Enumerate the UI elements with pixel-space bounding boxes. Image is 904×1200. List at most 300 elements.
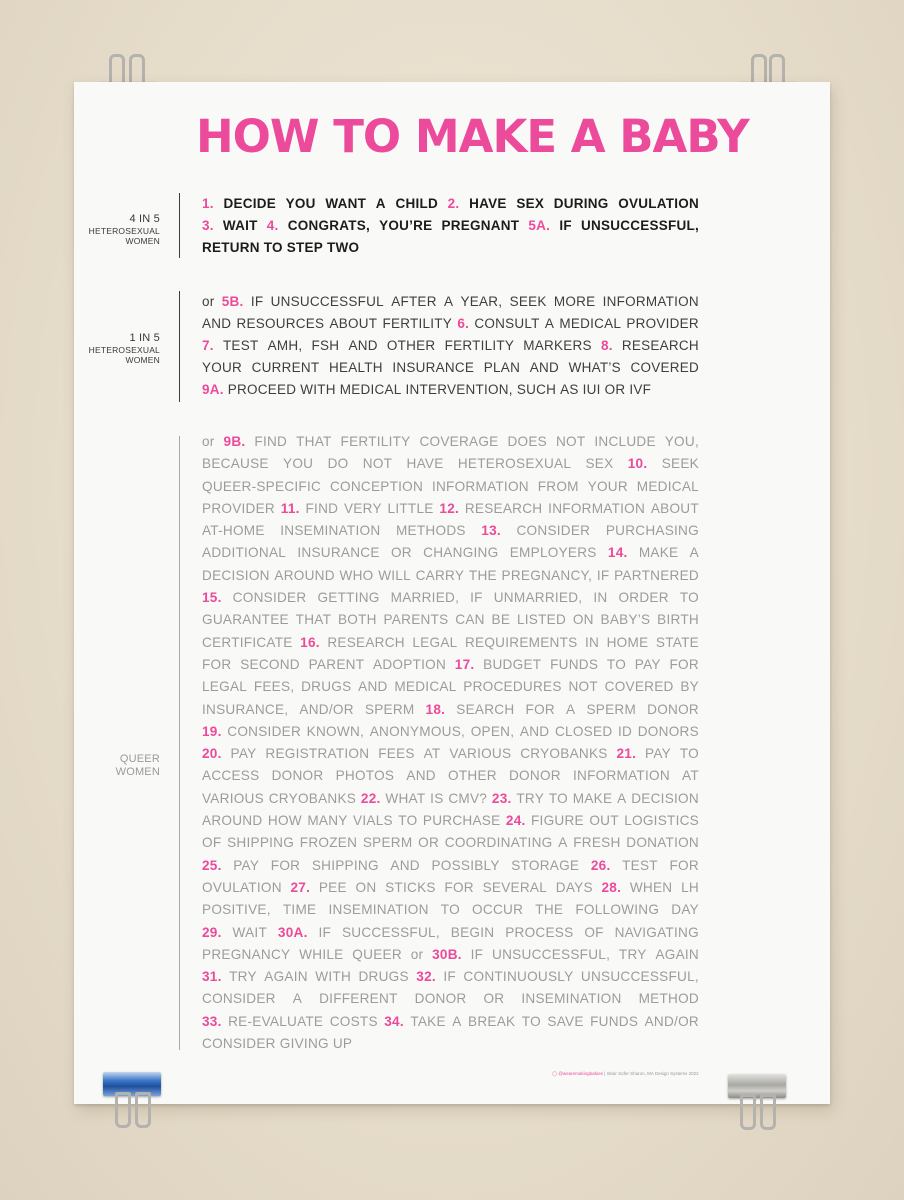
step-word: IF <box>596 567 610 583</box>
step-word: FOR <box>270 857 301 873</box>
step-word: COSTS <box>329 1013 378 1029</box>
step-word: STATE <box>655 634 699 650</box>
step-word: QUEER <box>352 946 402 962</box>
step-word: IVF <box>629 382 652 397</box>
step-number: 10. <box>627 456 648 472</box>
step-word: PAY <box>233 857 260 873</box>
step-word: BIRTH <box>657 612 699 628</box>
step-word: FOR <box>669 656 699 672</box>
step-line <box>202 699 699 721</box>
step-word: CMV? <box>448 790 488 806</box>
step-word: RE-EVALUATE <box>228 1013 324 1029</box>
step-word: ORDER <box>618 590 669 606</box>
step-word: LOGISTICS <box>624 813 699 829</box>
step-word: BREAK <box>468 1013 516 1029</box>
step-number: 25. <box>202 857 222 873</box>
step-word: DRUGS <box>301 679 352 695</box>
step-number: 11. <box>280 500 300 516</box>
step-word: TRY <box>229 969 257 985</box>
step-word: OVULATION <box>618 196 699 211</box>
step-word: AGAIN <box>655 946 699 962</box>
step-word: SUCCESSFUL, <box>341 924 440 940</box>
step-word: IF <box>250 294 264 309</box>
step-word: UNMARRIED, <box>493 590 583 606</box>
step-line <box>202 520 699 542</box>
step-word: VIALS <box>353 813 393 829</box>
step-word: SHIPPING <box>227 835 295 851</box>
step-word: CONGRATS, <box>287 218 370 233</box>
step-word: YOU’RE <box>379 218 433 233</box>
step-line <box>202 855 699 877</box>
label-group: HETEROSEXUAL <box>88 226 160 236</box>
step-word: NOT <box>568 679 598 695</box>
step-word: YOUR <box>587 478 628 494</box>
step-word: YOU <box>283 456 314 472</box>
label-ratio: 4 IN 5 <box>129 213 160 225</box>
step-word: FERTILITY <box>444 338 515 353</box>
step-number: 12. <box>439 500 460 516</box>
step-line <box>202 676 699 698</box>
step-word: INTERVENTION, <box>405 382 513 397</box>
section-divider <box>179 193 180 258</box>
step-word: WHEN <box>629 879 673 895</box>
step-word: MEDICAL <box>339 382 402 397</box>
step-word: PROVIDER <box>626 316 699 331</box>
step-word: AND/OR <box>644 1013 699 1029</box>
step-word: OTHER <box>386 338 436 353</box>
poster-title: HOW TO MAKE A BABY <box>196 110 749 163</box>
step-word: QUEER-SPECIFIC <box>202 478 322 494</box>
step-line <box>202 453 699 475</box>
step-number: 23. <box>491 790 512 806</box>
step-word: DONOR <box>508 768 561 784</box>
step-number: 14. <box>607 545 628 561</box>
step-word: CERTIFICATE <box>202 634 293 650</box>
poster-credit <box>552 1071 699 1077</box>
step-word: A <box>443 294 454 309</box>
step-word: DIFFERENT <box>319 991 398 1007</box>
step-word: LEGAL <box>202 679 248 695</box>
step-word: WAIT <box>232 924 268 940</box>
step-number: 19. <box>202 723 222 739</box>
step-word: FIND <box>254 434 288 449</box>
step-number: 13. <box>481 523 501 539</box>
step-number: 9B. <box>223 434 246 449</box>
step-number: 32. <box>416 969 436 985</box>
step-number: 20. <box>202 746 222 762</box>
step-line <box>202 313 699 335</box>
step-word: PEE <box>318 879 347 895</box>
step-word: COVERED <box>630 360 699 375</box>
step-word: FEES, <box>253 679 295 695</box>
step-word: AND <box>202 316 232 331</box>
step-word: GETTING <box>317 590 380 606</box>
step-word: IN <box>593 590 608 606</box>
step-word: PARENT <box>308 656 365 672</box>
step-number: 3. <box>202 218 214 233</box>
step-word: NAVIGATING <box>614 924 699 940</box>
step-word: CONSIDER <box>202 991 276 1007</box>
step-word: OR <box>483 991 505 1007</box>
step-word: COVERAGE <box>419 434 499 449</box>
step-word: IF <box>559 218 572 233</box>
step-word: PARTNERED <box>614 567 699 583</box>
step-word: FOR <box>525 701 555 717</box>
step-word: OPEN, <box>470 723 515 739</box>
step-number: 28. <box>601 879 622 895</box>
step-word: BE <box>491 612 511 628</box>
label-ratio: 1 IN 5 <box>129 332 160 344</box>
step-word: SECOND <box>240 656 300 672</box>
step-word: PAY <box>230 746 257 762</box>
step-word: HOW <box>267 813 302 829</box>
step-word: LISTED <box>516 612 567 628</box>
section-label-queer <box>116 753 160 779</box>
step-word: AND <box>390 857 420 873</box>
step-word: CONSIDER <box>516 523 591 539</box>
step-word: DONOR <box>647 701 699 717</box>
step-word: IF <box>470 946 484 962</box>
step-word: CAN <box>455 612 485 628</box>
step-word: BABY’S <box>600 612 651 628</box>
step-word: INFORMATION <box>573 768 670 784</box>
step-word: UNSUCCESSFUL, <box>492 946 611 962</box>
step-word: INSURANCE <box>392 360 475 375</box>
step-number: 7. <box>202 338 214 353</box>
step-word: OF <box>202 835 222 851</box>
step-word: IF <box>470 590 483 606</box>
step-line <box>202 379 699 401</box>
step-word: POSITIVE, <box>202 902 271 918</box>
step-word: AND <box>529 360 559 375</box>
step-word: PREGNANT <box>441 218 520 233</box>
step-word: INFORMATION <box>602 294 699 309</box>
step-number: 27. <box>290 879 311 895</box>
step-number: 16. <box>300 634 320 650</box>
step-number: 26. <box>590 857 611 873</box>
step-word: DOES <box>507 434 547 449</box>
step-word: INSEMINATION <box>521 991 622 1007</box>
step-word: CONSULT <box>474 316 540 331</box>
step-word: GIVING <box>279 1036 329 1052</box>
step-word: HAVE <box>469 196 507 211</box>
step-word: MEDICAL <box>636 478 699 494</box>
step-word: A <box>566 701 576 717</box>
step-word: METHOD <box>638 991 699 1007</box>
step-word: ADOPTION <box>373 656 447 672</box>
step-word: REQUIREMENTS <box>464 634 578 650</box>
step-word: DAY <box>671 902 699 918</box>
step-word: FROM <box>537 478 579 494</box>
step-line <box>202 498 699 520</box>
step-word: WHAT <box>385 790 426 806</box>
step-word: A <box>292 991 303 1007</box>
step-word: CRYOBANKS <box>268 790 357 806</box>
step-word: SEEK <box>661 456 699 472</box>
step-word: BOTH <box>337 612 377 628</box>
step-word: AROUND <box>202 813 263 829</box>
step-word: MEDICAL <box>394 679 457 695</box>
step-word: SEX <box>516 196 545 211</box>
step-word: IUI <box>582 382 601 397</box>
step-word: TO <box>679 590 699 606</box>
step-word: YOU, <box>664 434 699 449</box>
step-number: 30A. <box>277 924 308 940</box>
step-word: CARRY <box>415 567 465 583</box>
step-number: 24. <box>505 813 526 829</box>
step-word: OR <box>418 835 440 851</box>
step-word: PROCEED <box>227 382 297 397</box>
step-number: 9A. <box>202 382 224 397</box>
step-word: RESEARCH <box>621 338 699 353</box>
binder-clip-icon <box>103 1072 161 1150</box>
step-word: THE <box>468 567 497 583</box>
step-number: 4. <box>266 218 279 233</box>
step-word: AND <box>406 768 436 784</box>
label-group: QUEER <box>119 753 160 765</box>
step-word: PAY <box>634 656 661 672</box>
step-word: FUNDS <box>550 656 599 672</box>
step-word: CRYOBANKS <box>520 746 608 762</box>
step-number: 21. <box>616 746 637 762</box>
step-word: FRESH <box>573 835 621 851</box>
step-word: OF <box>584 924 604 940</box>
step-word: NOT <box>362 456 393 472</box>
step-word: INSURANCE, <box>202 701 289 717</box>
step-word: AT <box>423 746 441 762</box>
step-word: COVERED <box>604 679 674 695</box>
step-number: 8. <box>600 338 613 353</box>
step-word: CLOSED <box>554 723 613 739</box>
step-word: HEALTH <box>329 360 383 375</box>
step-word: UNSUCCESSFUL, <box>580 218 699 233</box>
step-line <box>202 988 699 1010</box>
step-line <box>202 877 699 899</box>
step-number: 5B. <box>221 294 244 309</box>
section-steps-4-in-5 <box>202 193 699 259</box>
step-word: METHODS <box>395 523 466 539</box>
step-word: TEST <box>622 857 658 873</box>
step-word: TO <box>521 1013 541 1029</box>
step-word: LEGAL <box>412 634 458 650</box>
step-word: WITH <box>300 382 336 397</box>
step-word: AGAIN <box>264 969 308 985</box>
step-word: BY <box>680 679 699 695</box>
step-word: THE <box>535 902 564 918</box>
step-word: or <box>202 294 215 309</box>
section-steps-queer <box>202 431 699 1055</box>
step-word: FERTILITY <box>382 316 453 331</box>
step-word: FOR <box>202 656 232 672</box>
step-word: OR <box>390 545 412 561</box>
step-word: PROCEDURES <box>463 679 562 695</box>
step-word: WHILE <box>299 946 344 962</box>
label-group: HETEROSEXUAL <box>88 345 160 355</box>
step-number: 5A. <box>528 218 551 233</box>
step-word: TO <box>606 656 627 672</box>
step-number: 6. <box>457 316 470 331</box>
step-word: FROZEN <box>299 835 358 851</box>
step-word: TWO <box>327 240 360 255</box>
step-word: IS <box>430 790 444 806</box>
step-word: TO <box>679 746 699 762</box>
step-line <box>202 788 699 810</box>
step-line <box>202 335 699 357</box>
section-divider <box>179 291 180 402</box>
step-word: ADDITIONAL <box>202 545 287 561</box>
step-word: THAT <box>296 434 332 449</box>
step-line <box>202 632 699 654</box>
step-word: POSSIBLY <box>431 857 500 873</box>
step-word: DECIDE <box>223 196 276 211</box>
step-word: PROVIDER <box>202 500 276 516</box>
step-word: or <box>202 434 215 449</box>
step-word: NOT <box>555 434 586 449</box>
step-word: TRY <box>618 946 647 962</box>
step-word: ON <box>355 879 377 895</box>
step-word: LH <box>681 879 699 895</box>
step-word: AT <box>682 768 699 784</box>
step-line <box>202 587 699 609</box>
step-word: OCCUR <box>472 902 524 918</box>
step-word: TO <box>398 813 418 829</box>
step-word: ON <box>572 612 594 628</box>
step-word: RESEARCH <box>464 500 543 516</box>
step-line <box>202 565 699 587</box>
step-word: MEDICAL <box>559 316 622 331</box>
step-word: DRUGS <box>358 969 409 985</box>
step-line <box>202 966 699 988</box>
step-word: KNOWN, <box>306 723 365 739</box>
step-number: 33. <box>202 1013 222 1029</box>
step-word: WILL <box>378 567 411 583</box>
step-word: OUT <box>589 813 619 829</box>
step-word: INFORMATION <box>548 500 646 516</box>
step-line <box>202 765 699 787</box>
step-word: UP <box>332 1036 353 1052</box>
step-word: AND <box>348 338 378 353</box>
step-word: AROUND <box>274 567 335 583</box>
step-number: 30B. <box>432 946 462 962</box>
step-word: AT-HOME <box>202 523 265 539</box>
step-word: RESOURCES <box>236 316 325 331</box>
step-word: DO <box>327 456 349 472</box>
step-word: SPERM <box>364 701 415 717</box>
step-word: FIND <box>305 500 339 516</box>
step-word: STORAGE <box>511 857 580 873</box>
step-word: SEARCH <box>456 701 515 717</box>
step-word: GUARANTEE <box>202 612 289 628</box>
step-word: MORE <box>553 294 596 309</box>
step-word: DECISION <box>631 790 699 806</box>
instagram-icon: ◯ <box>552 1071 558 1076</box>
step-word: WHAT’S <box>568 360 621 375</box>
step-line <box>202 609 699 631</box>
step-word: BEGIN <box>450 924 495 940</box>
step-word: AND <box>519 723 550 739</box>
step-word: MARKERS <box>523 338 592 353</box>
step-word: WITH <box>315 969 352 985</box>
step-number: 18. <box>425 701 446 717</box>
step-word: DAYS <box>555 879 593 895</box>
step-line <box>202 743 699 765</box>
step-word: FIGURE <box>531 813 584 829</box>
step-word: CONTINUOUSLY <box>463 969 574 985</box>
step-word: RETURN <box>202 240 260 255</box>
step-word: CHILD <box>395 196 438 211</box>
step-line <box>202 1033 699 1055</box>
step-word: MARRIED, <box>390 590 460 606</box>
step-word: MAKE <box>572 790 613 806</box>
step-word: AFTER <box>391 294 437 309</box>
step-word: INFORMATION <box>431 478 529 494</box>
step-word: LITTLE <box>387 500 434 516</box>
step-word: UNSUCCESSFUL <box>270 294 384 309</box>
step-word: SPERM <box>362 835 413 851</box>
step-word: ABOUT <box>650 500 699 516</box>
step-number: 34. <box>384 1013 404 1029</box>
step-word: DONATION <box>626 835 699 851</box>
credit-separator: | <box>604 1071 607 1076</box>
step-word: CONCEPTION <box>329 478 424 494</box>
step-word: MAKE <box>638 545 679 561</box>
step-word: or <box>410 946 424 962</box>
step-word: TRY <box>516 790 545 806</box>
step-word: PARENTS <box>383 612 449 628</box>
step-word: TO <box>263 240 283 255</box>
step-word: DECISION <box>202 567 270 583</box>
step-line <box>202 291 699 313</box>
step-word: DONORS <box>637 723 699 739</box>
step-word: SUCH <box>516 382 557 397</box>
step-number: 31. <box>202 969 222 985</box>
step-word: YEAR, <box>460 294 503 309</box>
step-word: PREGNANCY <box>202 946 291 962</box>
step-word: TO <box>440 902 460 918</box>
step-word: CONSIDER <box>202 1036 276 1052</box>
step-word: HOME <box>606 634 649 650</box>
step-word: FOLLOWING <box>575 902 660 918</box>
step-word: CURRENT <box>251 360 320 375</box>
step-word: CONSIDER <box>232 590 307 606</box>
step-word: A <box>544 316 555 331</box>
step-word: SAVE <box>547 1013 584 1029</box>
label-group: WOMEN <box>125 236 160 246</box>
step-word: STICKS <box>385 879 436 895</box>
step-line <box>202 944 699 966</box>
step-line <box>202 899 699 921</box>
step-word: SHIPPING <box>311 857 379 873</box>
step-line <box>202 922 699 944</box>
step-word: WANT <box>325 196 367 211</box>
step-word: TAKE <box>410 1013 446 1029</box>
label-group: WOMEN <box>115 766 160 778</box>
step-word: A <box>452 1013 462 1029</box>
step-word: VARIOUS <box>449 746 512 762</box>
step-word: PURCHASING <box>605 523 699 539</box>
step-word: ABOUT <box>329 316 378 331</box>
step-word: AND/OR <box>299 701 354 717</box>
step-word: TIME <box>282 902 317 918</box>
step-word: PREGNANCY, <box>501 567 593 583</box>
step-word: IN <box>585 634 600 650</box>
step-word: INCLUDE <box>594 434 656 449</box>
section-label-1-in-5 <box>89 331 160 365</box>
step-word: RESEARCH <box>327 634 405 650</box>
credit-text: Inbar Sofer Sharon, MA Design Systems 2022 <box>606 1071 699 1076</box>
step-word: VARIOUS <box>202 790 264 806</box>
step-word: AMH, <box>267 338 303 353</box>
